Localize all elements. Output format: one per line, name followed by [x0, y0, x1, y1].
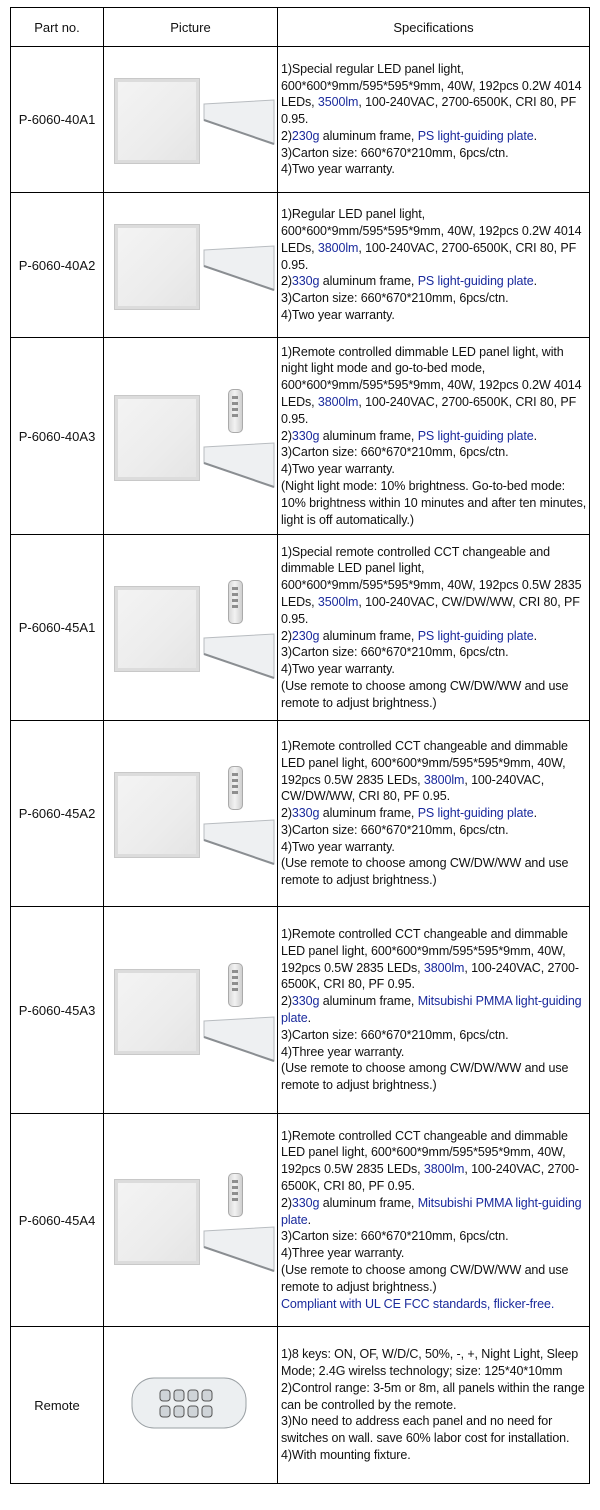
panel-front-image	[114, 224, 200, 310]
spec-text: 2)	[281, 428, 292, 443]
spec-line	[281, 206, 587, 273]
spec-text: aluminum frame,	[319, 274, 418, 289]
panel-front-image	[114, 969, 200, 1055]
spec-text: .	[533, 428, 537, 443]
spec-line	[281, 444, 587, 461]
spec-text: , 100-240VAC, CW/DW/WW, CRI 80, PF 0.95.	[281, 772, 545, 804]
product-picture	[104, 721, 278, 907]
spec-highlight: PS light-guiding plate	[417, 128, 534, 143]
spec-text: 2)Control range: 3-5m or 8m, all panels within the range can be controlled by the remote.	[281, 1380, 585, 1412]
spec-line	[281, 926, 587, 993]
spec-text: 3)Carton size: 660*670*210mm, 6pcs/ctn.	[281, 822, 509, 837]
part-number: P-6060-40A1	[11, 47, 104, 193]
spec-text: 2)	[281, 628, 292, 643]
spec-line	[281, 805, 587, 822]
spec-highlight: 330g	[291, 806, 320, 821]
table-row	[11, 47, 590, 193]
header-specifications: Specifications	[278, 8, 590, 47]
spec-line	[281, 839, 587, 856]
spec-text: 3)Carton size: 660*670*210mm, 6pcs/ctn.	[281, 1027, 509, 1042]
specifications	[278, 47, 590, 193]
spec-highlight: 330g	[291, 1195, 320, 1210]
spec-highlight: PS light-guiding plate	[417, 806, 534, 821]
remote-control-image	[228, 766, 243, 810]
spec-line	[281, 478, 587, 528]
spec-text: 1)Special remote controlled CCT changeable and dimmable LED panel light, 600*600*9mm/595*595*9mm, 40W, 192pcs 0.5W 2835 LEDs,	[281, 544, 582, 609]
spec-line	[281, 1195, 587, 1229]
panel-front-image	[114, 586, 200, 672]
part-number: P-6060-45A2	[11, 721, 104, 907]
spec-text: 2)	[281, 274, 292, 289]
table-row	[11, 907, 590, 1114]
spec-highlight: 230g	[291, 128, 320, 143]
spec-text: 4)With mounting fixture.	[281, 1447, 411, 1462]
product-picture	[104, 907, 278, 1114]
spec-line	[281, 993, 587, 1027]
specifications	[278, 907, 590, 1114]
specifications	[278, 338, 590, 535]
panel-side-image	[202, 98, 276, 146]
spec-line	[281, 161, 587, 178]
specifications	[278, 1114, 590, 1327]
spec-line	[281, 273, 587, 290]
panel-side-image	[202, 1225, 276, 1273]
panel-side-image	[202, 632, 276, 680]
spec-text: 2)	[281, 994, 292, 1009]
spec-text: (Use remote to choose among CW/DW/WW and use remote to adjust brightness.)	[281, 856, 569, 888]
panel-side-image	[202, 441, 276, 489]
spec-text: , 100-240VAC, 2700-6500K, CRI 80, PF 0.95.	[281, 95, 577, 127]
specifications	[278, 721, 590, 907]
spec-highlight: 3500lm	[317, 594, 359, 609]
spec-text: aluminum frame,	[319, 994, 418, 1009]
spec-line	[281, 644, 587, 661]
spec-text: 4)Two year warranty.	[281, 462, 395, 477]
spec-text: .	[533, 806, 537, 821]
spec-text: .	[307, 1212, 311, 1227]
spec-highlight: 330g	[291, 994, 320, 1009]
spec-text: .	[533, 128, 537, 143]
table-row	[11, 338, 590, 535]
spec-highlight: Compliant with UL CE FCC standards, flicker-free.	[281, 1296, 555, 1311]
spec-line	[281, 1027, 587, 1044]
spec-text: 1)Regular LED panel light, 600*600*9mm/595*595*9mm, 40W, 192pcs 0.2W 4014 LEDs,	[281, 207, 582, 255]
spec-line	[281, 344, 587, 428]
table-row	[11, 535, 590, 721]
spec-line	[281, 290, 587, 307]
part-number: Remote	[11, 1327, 104, 1484]
spec-text: , 100-240VAC, 2700-6500K, CRI 80, PF 0.95.	[281, 960, 579, 992]
spec-text: aluminum frame,	[319, 1195, 418, 1210]
spec-text: , 100-240VAC, 2700-6500K, CRI 80, PF 0.95.	[281, 1162, 579, 1193]
table-row	[11, 1114, 590, 1327]
spec-text: 3)Carton size: 660*670*210mm, 6pcs/ctn.	[281, 291, 509, 306]
spec-text: aluminum frame,	[319, 128, 418, 143]
specifications	[278, 535, 590, 721]
spec-line	[281, 1413, 587, 1447]
spec-highlight: Mitsubishi PMMA light-guiding plate	[281, 994, 582, 1025]
product-picture	[104, 1114, 278, 1327]
specifications	[278, 193, 590, 338]
spec-text: (Night light mode: 10% brightness. Go-to-bed mode: 10% brightness within 10 minutes and after ten minutes, light is off automatically.)	[281, 478, 587, 527]
spec-text: 1)8 keys: ON, OF, W/D/C, 50%, -, +, Night Light, Sleep Mode; 2.4G wirelss technology; size: 125*40*10mm	[281, 1347, 579, 1378]
spec-highlight: 330g	[291, 274, 320, 289]
spec-text: aluminum frame,	[319, 428, 418, 443]
part-number: P-6060-40A3	[11, 338, 104, 535]
table-row	[11, 193, 590, 338]
remote-control-image	[228, 1173, 243, 1217]
remote-control-image	[228, 963, 243, 1007]
spec-line	[281, 738, 587, 805]
part-number: P-6060-45A3	[11, 907, 104, 1114]
spec-highlight: 230g	[291, 628, 320, 643]
spec-text: (Use remote to choose among CW/DW/WW and use remote to adjust brightness.)	[281, 1061, 569, 1093]
product-picture	[104, 47, 278, 193]
spec-line	[281, 1296, 587, 1313]
spec-line	[281, 544, 587, 628]
spec-text: 3)Carton size: 660*670*210mm, 6pcs/ctn.	[281, 1229, 509, 1244]
spec-text: .	[533, 628, 537, 643]
spec-text: 2)	[281, 806, 292, 821]
spec-text: 3)Carton size: 660*670*210mm, 6pcs/ctn.	[281, 145, 509, 160]
spec-text: (Use remote to choose among CW/DW/WW and use remote to adjust brightness.)	[281, 1262, 569, 1294]
spec-highlight: 3500lm	[317, 95, 359, 110]
spec-text: , 100-240VAC, CW/DW/WW, CRI 80, PF 0.95.	[281, 594, 580, 626]
spec-line	[281, 628, 587, 645]
panel-front-image	[114, 78, 200, 164]
remote-control-image	[228, 580, 243, 624]
spec-text: 3)Carton size: 660*670*210mm, 6pcs/ctn.	[281, 645, 509, 660]
spec-text: (Use remote to choose among CW/DW/WW and use remote to adjust brightness.)	[281, 678, 569, 710]
spec-text: 1)Remote controlled CCT changeable and dimmable LED panel light, 600*600*9mm/595*595*9mm, 40W, 192pcs 0.5W 2835 LEDs,	[281, 1128, 568, 1177]
remote-control-image	[130, 1374, 250, 1434]
spec-text: .	[307, 1011, 311, 1025]
spec-highlight: 330g	[291, 428, 320, 443]
spec-line	[281, 678, 587, 712]
spec-text: 4)Two year warranty.	[281, 662, 395, 677]
spec-text: 1)Remote controlled CCT changeable and dimmable LED panel light, 600*600*9mm/595*595*9mm, 40W, 192pcs 0.5W 2835 LEDs,	[281, 927, 568, 975]
part-number: P-6060-45A4	[11, 1114, 104, 1327]
spec-highlight: PS light-guiding plate	[417, 428, 534, 443]
spec-text: 3)Carton size: 660*670*210mm, 6pcs/ctn.	[281, 445, 509, 460]
panel-front-image	[114, 1179, 200, 1265]
spec-text: 1)Special regular LED panel light, 600*600*9mm/595*595*9mm, 40W, 192pcs 0.2W 4014 LEDs,	[281, 61, 582, 110]
spec-highlight: Mitsubishi PMMA light-guiding plate	[281, 1195, 582, 1227]
spec-text: 4)Three year warranty.	[281, 1044, 405, 1059]
product-picture	[104, 193, 278, 338]
part-number: P-6060-40A2	[11, 193, 104, 338]
table-row	[11, 1327, 590, 1484]
product-picture	[104, 338, 278, 535]
spec-table	[10, 7, 590, 1484]
spec-line	[281, 1346, 587, 1380]
spec-line	[281, 661, 587, 678]
spec-line	[281, 1262, 587, 1296]
spec-text: aluminum frame,	[319, 806, 418, 821]
spec-highlight: 3800lm	[317, 240, 359, 255]
spec-text: 4)Two year warranty.	[281, 307, 395, 322]
spec-text: 2)	[281, 1195, 292, 1210]
spec-line	[281, 822, 587, 839]
spec-text: 4)Two year warranty.	[281, 162, 395, 177]
spec-line	[281, 1380, 587, 1414]
header-row	[11, 8, 590, 47]
spec-highlight: 3800lm	[317, 395, 359, 409]
spec-line	[281, 145, 587, 162]
spec-line	[281, 1060, 587, 1094]
spec-highlight: 3800lm	[423, 960, 465, 975]
panel-front-image	[114, 395, 200, 481]
spec-line	[281, 1447, 587, 1464]
spec-line	[281, 61, 587, 128]
spec-text: 2)	[281, 128, 292, 143]
spec-line	[281, 128, 587, 145]
spec-text: .	[533, 274, 537, 289]
panel-side-image	[202, 1015, 276, 1063]
specifications	[278, 1327, 590, 1484]
spec-highlight: PS light-guiding plate	[417, 274, 534, 289]
remote-control-image	[228, 389, 243, 433]
spec-text: aluminum frame,	[319, 628, 418, 643]
spec-line	[281, 1228, 587, 1245]
spec-line	[281, 307, 587, 324]
table-row	[11, 721, 590, 907]
spec-line	[281, 428, 587, 445]
panel-side-image	[202, 818, 276, 866]
spec-text: , 100-240VAC, 2700-6500K, CRI 80, PF 0.95.	[281, 395, 577, 426]
spec-line	[281, 855, 587, 889]
panel-side-image	[202, 244, 276, 292]
header-part-no: Part no.	[11, 8, 104, 47]
spec-text: 4)Two year warranty.	[281, 839, 395, 854]
spec-highlight: 3800lm	[423, 1162, 465, 1177]
spec-highlight: 3800lm	[423, 772, 465, 787]
spec-text: 4)Three year warranty.	[281, 1246, 405, 1261]
panel-front-image	[114, 772, 200, 858]
spec-line	[281, 1245, 587, 1262]
spec-highlight: PS light-guiding plate	[417, 628, 534, 643]
spec-text: 1)Remote controlled dimmable LED panel light, with night light mode and go-to-bed mode, 600*600*9mm/595*595*9mm, 40W, 192pcs 0.2W 4014 LEDs,	[281, 344, 582, 409]
product-picture	[104, 1327, 278, 1484]
spec-text: , 100-240VAC, 2700-6500K, CRI 80, PF 0.95.	[281, 240, 577, 272]
spec-line	[281, 1044, 587, 1061]
spec-text: 3)No need to address each panel and no need for switches on wall. save 60% labor cost for installation.	[281, 1414, 570, 1446]
spec-line	[281, 1128, 587, 1195]
spec-line	[281, 461, 587, 478]
header-picture: Picture	[104, 8, 278, 47]
product-picture	[104, 535, 278, 721]
part-number: P-6060-45A1	[11, 535, 104, 721]
spec-text: 1)Remote controlled CCT changeable and dimmable LED panel light, 600*600*9mm/595*595*9mm, 40W, 192pcs 0.5W 2835 LEDs,	[281, 738, 568, 787]
